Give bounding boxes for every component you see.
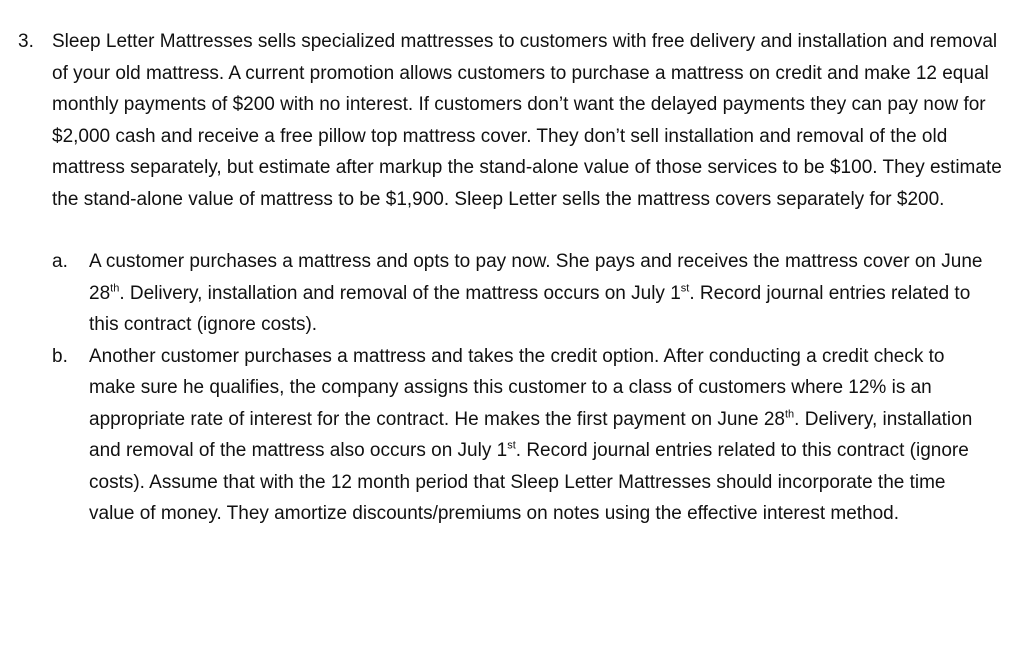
sub-question-b-label: b. xyxy=(52,345,68,367)
sub-question-a-text-1: A customer purchases a mattress and opts to pay now. She pays and receives the mattress cover on June 28 xyxy=(89,251,983,304)
sub-question-a-text-3: . Record journal entries related to this contract (ignore costs). xyxy=(89,282,971,335)
sub-question-b xyxy=(52,341,1008,530)
sub-question-a xyxy=(52,246,1008,341)
question-prompt: Sleep Letter Mattresses sells specialized mattresses to customers with free delivery and installation and removal of your old mattress. A current promotion allows customers to purchase a mattress on credit and make 12 equal monthly payments of $200 with no interest. If customers don’t want the delayed payments they can pay now for $2,000 cash and receive a free pillow top mattress cover. They don’t sell installation and removal of the old mattress separately, but estimate after markup the stand-alone value of those services to be $100. They estimate the stand-alone value of mattress to be $1,900. Sleep Letter sells the mattress covers separately for $200. xyxy=(52,31,1002,210)
sub-question-b-sup-2: st xyxy=(507,439,516,452)
sub-question-a-sup-1: th xyxy=(110,282,120,295)
sub-question-b-sup-1: th xyxy=(784,408,795,421)
sub-question-b-text xyxy=(89,341,994,530)
question-body xyxy=(52,26,1008,530)
sub-question-a-text-2: . Delivery, installation and removal of the mattress occurs on July 1 xyxy=(119,282,681,304)
sub-question-b-text-3: . Record journal entries related to this contract (ignore costs). Assume that with the 12 month period that Sleep Letter Mattresses should incorporate the time value of money. They amortize discounts/premiums on notes using the effective interest method. xyxy=(89,440,969,524)
sub-question-a-text xyxy=(89,246,994,341)
sub-question-b-text-2: . Delivery, installation and removal of the mattress also occurs on July 1 xyxy=(89,408,973,461)
sub-question-a-sup-2: st xyxy=(680,282,690,295)
sub-question-a-label: a. xyxy=(52,251,68,272)
sub-question-b-text-1: Another customer purchases a mattress and takes the credit option. After conducting a credit check to make sure he qualifies, the company assigns this customer to a class of customers where 12% is an appropriate rate of interest for the contract. He makes the first payment on June 28 xyxy=(89,345,945,430)
question-3 xyxy=(18,26,1008,530)
question-number: 3. xyxy=(18,31,34,52)
sub-question-list xyxy=(52,246,1008,530)
